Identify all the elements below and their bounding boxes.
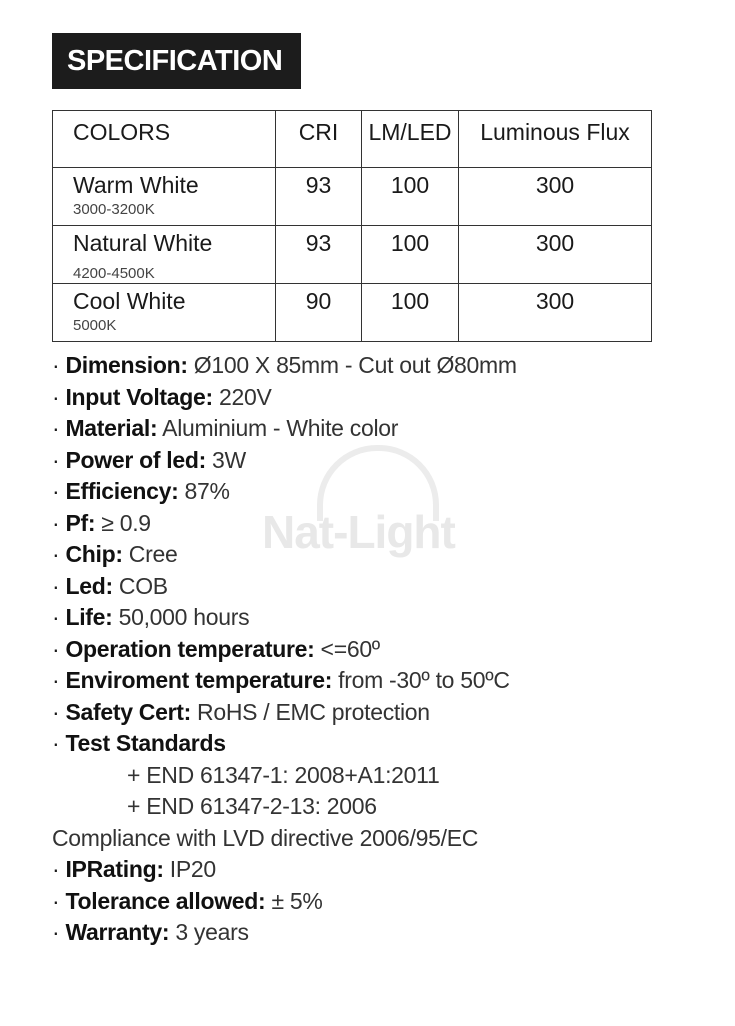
spec-item <box>52 886 517 918</box>
spec-value: 220V <box>212 383 272 410</box>
color-temp: 5000K <box>73 317 117 334</box>
watermark-text: Nat-Light <box>262 506 455 558</box>
spec-item <box>52 508 517 540</box>
flux-cell: 300 <box>459 284 652 342</box>
spec-item <box>52 697 517 729</box>
spec-value: 3W <box>205 446 246 473</box>
spec-item <box>52 665 517 697</box>
color-cell <box>53 168 276 226</box>
bullet: · <box>52 698 66 725</box>
spec-item <box>52 917 517 949</box>
bullet: · <box>52 635 66 662</box>
spec-label: Led: <box>65 572 113 599</box>
standard-item: + END 61347-2-13: 2006 <box>127 793 377 819</box>
spec-item <box>52 728 517 760</box>
bullet: · <box>52 478 66 504</box>
bullet: · <box>52 667 66 693</box>
page-title: SPECIFICATION <box>52 33 301 89</box>
bullet: · <box>52 541 66 567</box>
spec-label: Tolerance allowed: <box>65 887 266 914</box>
standard-item: + END 61347-1: 2008+A1:2011 <box>127 761 440 788</box>
spec-item <box>52 634 517 666</box>
spec-label: IPRating: <box>65 856 164 882</box>
bullet: · <box>52 415 66 441</box>
lm-cell: 100 <box>362 284 459 342</box>
spec-item <box>52 350 517 382</box>
spec-label: Warranty: <box>65 919 170 945</box>
bullet: · <box>52 919 66 945</box>
table-row <box>53 168 652 226</box>
spec-value: from -30º to 50ºC <box>332 667 510 693</box>
header-cri: CRI <box>276 111 362 168</box>
spec-value: IP20 <box>163 856 216 882</box>
bullet: · <box>52 856 66 882</box>
spec-label: Safety Cert: <box>65 698 191 725</box>
bullet: · <box>52 383 66 410</box>
spec-value: RoHS / EMC protection <box>190 698 430 725</box>
color-cell <box>53 226 276 284</box>
flux-cell: 300 <box>459 168 652 226</box>
spec-value: ≥ 0.9 <box>95 509 151 536</box>
table-row <box>53 284 652 342</box>
color-temp: 3000-3200K <box>73 201 155 218</box>
lm-cell: 100 <box>362 226 459 284</box>
bullet: · <box>52 730 66 756</box>
table-header-row <box>53 111 652 168</box>
spec-value: ± 5% <box>265 887 323 914</box>
color-name: Natural White <box>73 230 213 256</box>
table-row <box>53 226 652 284</box>
spec-value: Cree <box>122 541 178 567</box>
bullet: · <box>52 572 66 599</box>
spec-item <box>52 476 517 508</box>
header-luminous-flux: Luminous Flux <box>459 111 652 168</box>
spec-item <box>52 413 517 445</box>
spec-value: 50,000 hours <box>112 604 250 630</box>
spec-label: Chip: <box>65 541 123 567</box>
bullet: · <box>52 887 66 914</box>
spec-value: 3 years <box>169 919 249 945</box>
bullet: · <box>52 446 66 473</box>
spec-item <box>52 571 517 603</box>
spec-label: Material: <box>65 415 158 441</box>
cri-cell: 90 <box>276 284 362 342</box>
spec-item <box>52 382 517 414</box>
spec-label: Power of led: <box>65 446 206 473</box>
cri-cell: 93 <box>276 226 362 284</box>
spec-label: Life: <box>65 604 113 630</box>
bullet: · <box>52 604 66 630</box>
color-name: Cool White <box>73 288 186 314</box>
spec-label: Efficiency: <box>65 478 179 504</box>
bullet: · <box>52 509 66 536</box>
spec-label: Pf: <box>65 509 96 536</box>
spec-value: 87% <box>178 478 230 504</box>
flux-cell: 300 <box>459 226 652 284</box>
color-table <box>52 110 652 342</box>
bullet: · <box>52 352 66 378</box>
spec-label: Input Voltage: <box>65 383 213 410</box>
spec-value: COB <box>112 572 168 599</box>
header-colors: COLORS <box>53 111 276 168</box>
color-temp: 4200-4500K <box>73 265 155 282</box>
spec-value: Aluminium - White color <box>157 415 399 441</box>
lm-cell: 100 <box>362 168 459 226</box>
spec-label: Test Standards <box>65 730 226 756</box>
spec-label: Enviroment temperature: <box>65 667 333 693</box>
color-name: Warm White <box>73 172 199 198</box>
header-lm-led: LM/LED <box>362 111 459 168</box>
color-cell <box>53 284 276 342</box>
spec-item <box>52 854 517 886</box>
cri-cell: 93 <box>276 168 362 226</box>
spec-value: Ø100 X 85mm - Cut out Ø80mm <box>187 352 517 378</box>
spec-label: Operation temperature: <box>65 635 315 662</box>
compliance-note: Compliance with LVD directive 2006/95/EC <box>52 824 479 851</box>
spec-list <box>52 350 517 949</box>
spec-item <box>52 445 517 477</box>
spec-item <box>52 539 517 571</box>
spec-value: <=60º <box>314 635 380 662</box>
spec-item <box>52 602 517 634</box>
spec-label: Dimension: <box>65 352 188 378</box>
